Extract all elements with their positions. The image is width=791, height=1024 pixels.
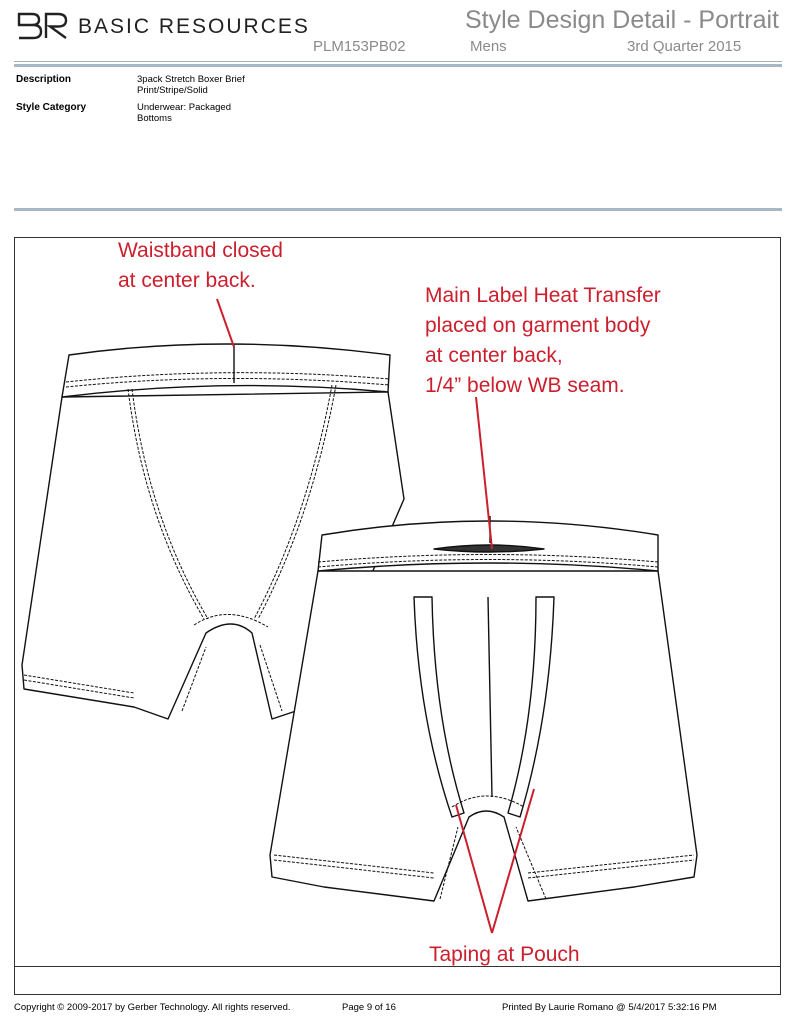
brand-name: BASIC RESOURCES [78,15,310,38]
description-line-1: 3pack Stretch Boxer Brief [137,74,245,85]
style-category-line-1: Underwear: Packaged [137,102,231,113]
style-category-label: Style Category [16,102,87,113]
description-line-2: Print/Stripe/Solid [137,85,208,96]
printed-by: Printed By Laurie Romano @ 5/4/2017 5:32:16 PM [502,1002,717,1013]
label-note-line-1: Main Label Heat Transfer [425,284,661,307]
taping-note: Taping at Pouch [429,943,580,966]
season: 3rd Quarter 2015 [627,38,742,55]
style-category-line-2: Bottoms [137,113,172,124]
label-note-line-4: 1/4” below WB seam. [425,374,625,397]
waistband-note-line-2: at center back. [118,269,256,292]
waistband-note-line-1: Waistband closed [118,239,283,262]
document-title: Style Design Detail - Portrait [464,6,779,34]
br-logo-icon [16,12,72,40]
header-rule [14,64,782,67]
garment-sketch [14,237,781,967]
page-number: Page 9 of 16 [342,1002,396,1013]
copyright: Copyright © 2009-2017 by Gerber Technology. All rights reserved. [14,1002,291,1013]
boxer-front-view [270,516,697,901]
label-note-line-2: placed on garment body [425,314,651,337]
style-number: PLM153PB02 [313,38,406,55]
label-note-line-3: at center back, [425,344,563,367]
info-rule [14,208,782,211]
division: Mens [470,38,507,55]
description-label: Description [16,74,72,85]
header-rule-top [14,61,782,62]
sketch-frame-footer [14,966,781,995]
